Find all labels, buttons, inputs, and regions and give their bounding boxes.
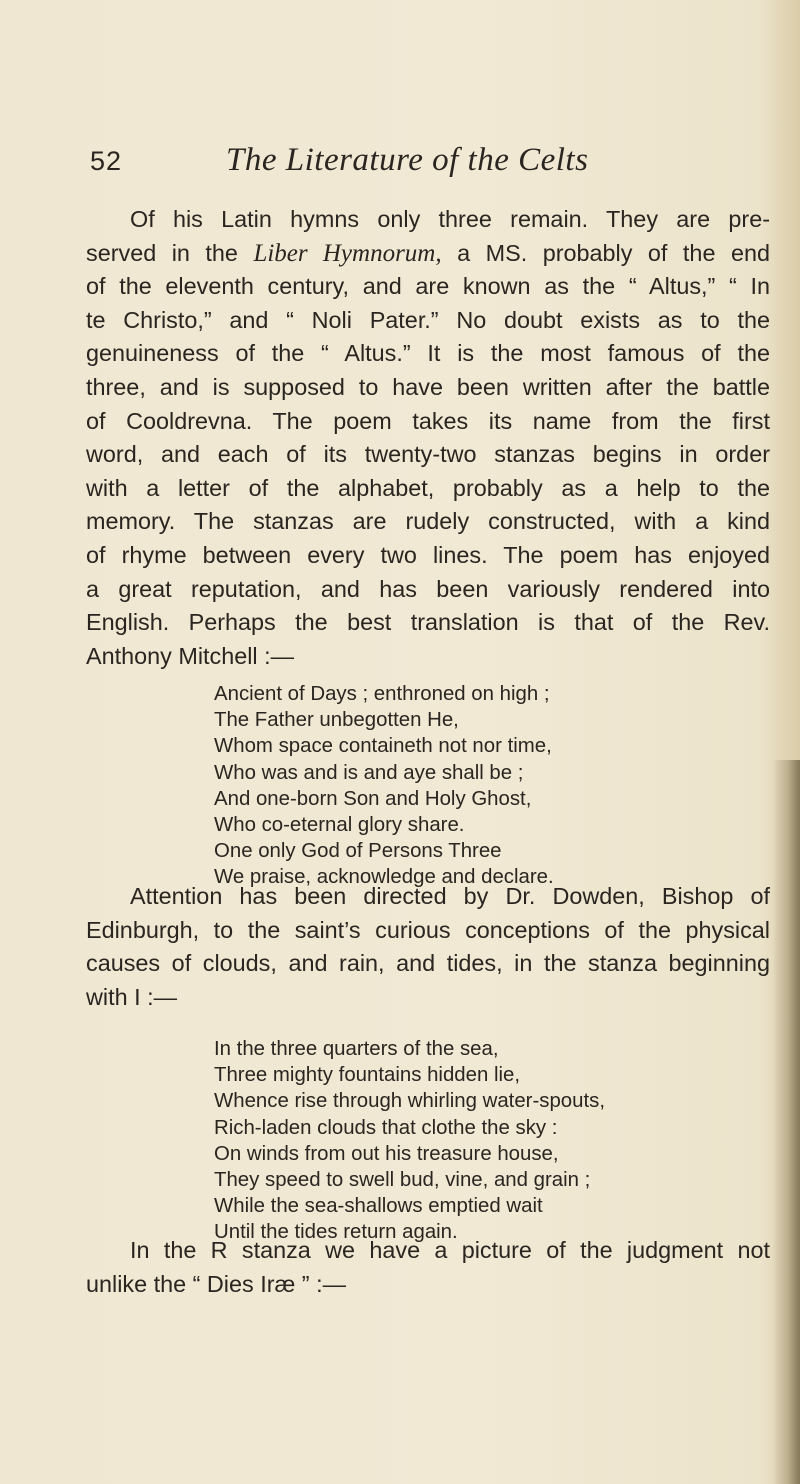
work-title-liber-hymnorum: Liber Hymnorum, (253, 239, 442, 267)
text-line: memory. The stanzas are rudely constructed, with a kind (86, 508, 770, 535)
verse-line: Ancient of Days ; enthroned on high ; (214, 683, 550, 705)
verse-line: Who co-eternal glory share. (214, 814, 465, 837)
text-line: with a letter of the alphabet, probably as a help to the (86, 474, 770, 501)
text-line: causes of clouds, and rain, and tides, in the stanza beginning (86, 950, 770, 977)
text-line: Edinburgh, to the saint’s curious conceptions of the physical (86, 916, 770, 943)
verse-line: We praise, acknowledge and declare. (214, 866, 554, 889)
verse-line: They speed to swell bud, vine, and grain ; (214, 1169, 591, 1192)
text-line: In the R stanza we have a picture of the judgment not (130, 1237, 770, 1263)
text-line: of rhyme between every two lines. The poem has enjoyed (86, 541, 770, 568)
paragraph-3 (86, 1234, 770, 1301)
verse-line: The Father unbegotten He, (214, 709, 459, 732)
book-title: The Literature of the Celts (226, 142, 589, 178)
verse-line: Whence rise through whirling water-spouts, (214, 1090, 605, 1113)
text-line: word, and each of its twenty-two stanzas begins in order (86, 441, 770, 468)
verse-line: While the sea-shallows emptied wait (214, 1195, 543, 1218)
text-line: with I :— (86, 983, 177, 1010)
verse-line: Rich-laden clouds that clothe the sky : (214, 1116, 558, 1139)
paragraph-2 (86, 880, 770, 1014)
verse-line: Whom space containeth not nor time, (214, 735, 552, 758)
text-line: of Cooldrevna. The poem takes its name from the first (86, 407, 770, 434)
verse-quote-2 (214, 1036, 734, 1246)
running-head (90, 140, 770, 184)
text-line: three, and is supposed to have been written after the battle (86, 373, 770, 400)
text-line: English. Perhaps the best translation is that of the Rev. (86, 609, 770, 636)
verse-line: Until the tides return again. (214, 1221, 458, 1244)
page-edge-shadow (772, 760, 800, 1484)
verse-line: In the three quarters of the sea, (214, 1038, 499, 1060)
page-number: 52 (90, 146, 123, 176)
text-line: served in the Liber Hymnorum, a MS. probably of the end (86, 239, 770, 267)
text-line: Of his Latin hymns only three remain. They are pre- (130, 206, 770, 232)
text-line: te Christo,” and “ Noli Pater.” No doubt exists as to the (86, 306, 770, 333)
verse-quote-1 (214, 681, 734, 891)
paragraph-1 (86, 203, 770, 673)
text-line: Attention has been directed by Dr. Dowden, Bishop of (130, 883, 770, 909)
verse-line: On winds from out his treasure house, (214, 1142, 559, 1165)
text-line: genuineness of the “ Altus.” It is the most famous of the (86, 340, 770, 367)
verse-line: Three mighty fountains hidden lie, (214, 1064, 521, 1087)
text-line: Anthony Mitchell :— (86, 642, 295, 669)
verse-line: One only God of Persons Three (214, 840, 502, 863)
text-line: of the eleventh century, and are known as the “ Altus,” “ In (86, 273, 770, 300)
text-line: a great reputation, and has been variously rendered into (86, 575, 770, 602)
verse-line: Who was and is and aye shall be ; (214, 761, 524, 784)
verse-line: And one-born Son and Holy Ghost, (214, 787, 532, 810)
text-line: unlike the “ Dies Iræ ” :— (86, 1270, 346, 1297)
